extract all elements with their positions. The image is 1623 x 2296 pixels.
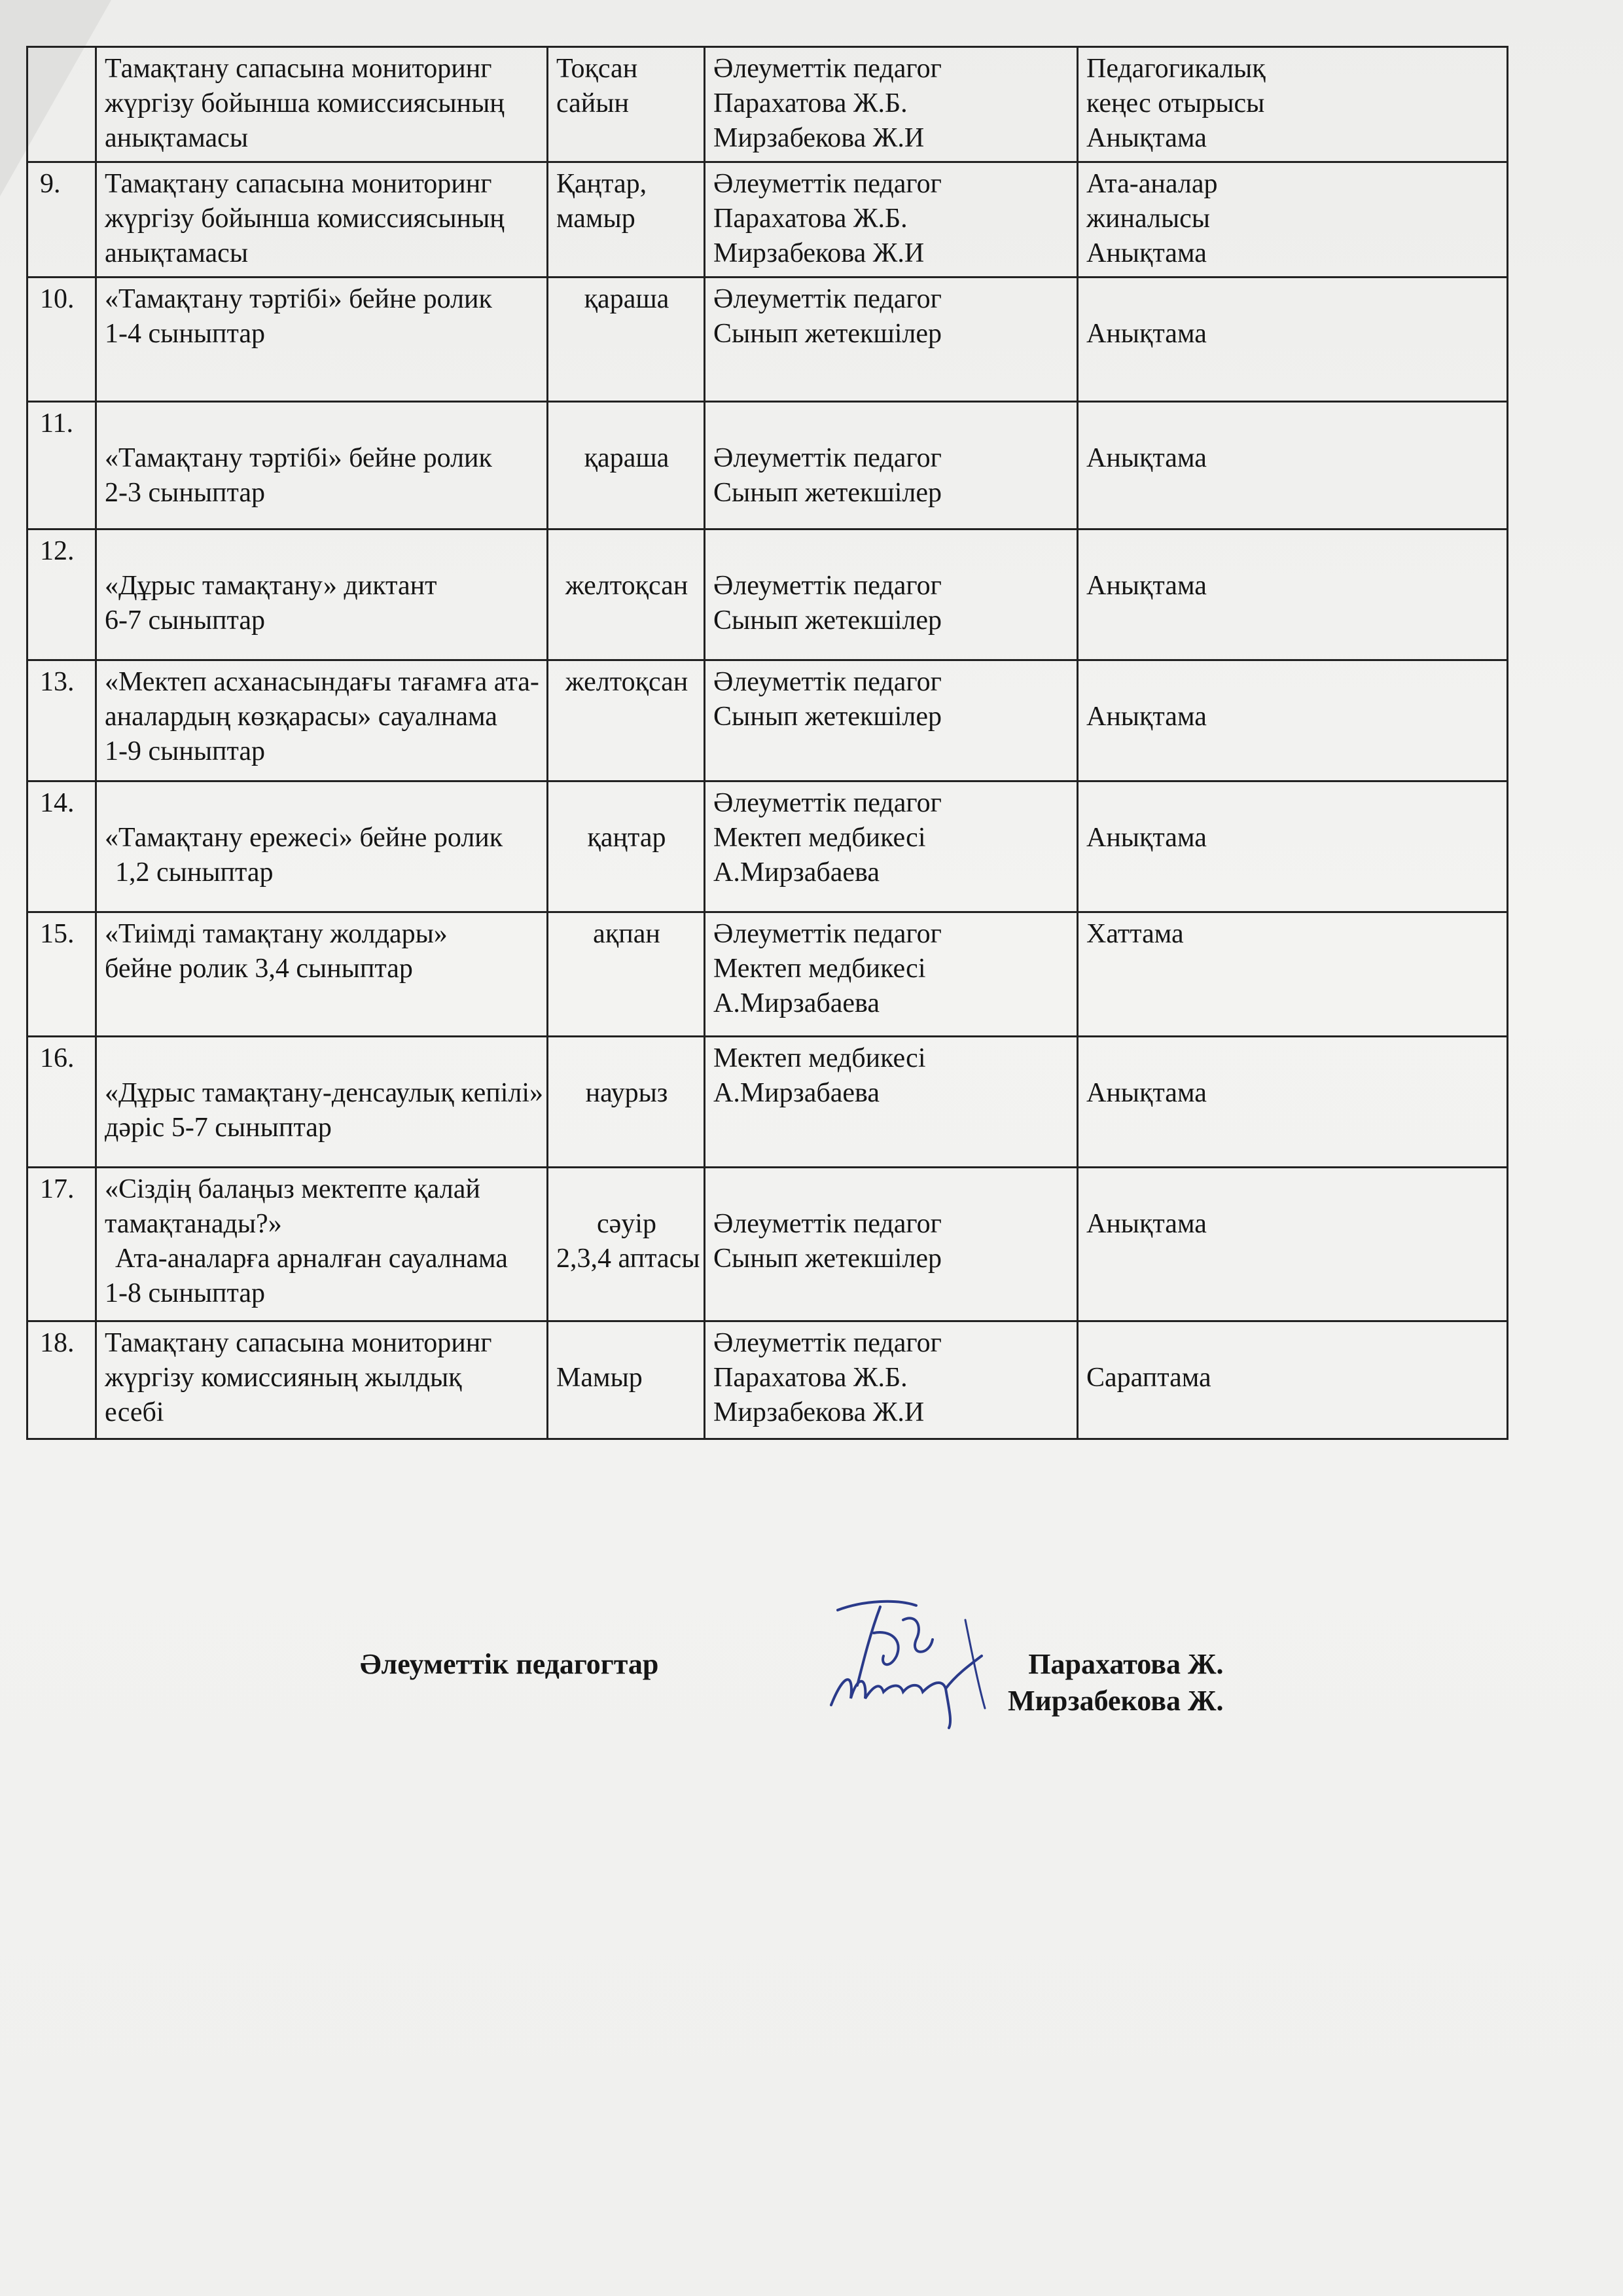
time-line: наурыз <box>585 1078 668 1108</box>
event-line: аналардың көзқарасы» сауалнама <box>105 702 497 732</box>
event-line: «Тамақтану ережесі» бейне ролик <box>105 823 503 853</box>
form-cell <box>1078 1321 1508 1439</box>
responsible-line: Әлеуметтік педагог <box>713 571 942 601</box>
form-cell <box>1078 402 1508 529</box>
event-cell <box>96 529 548 660</box>
time-line: желтоқсан <box>565 667 688 697</box>
responsible-cell <box>705 660 1078 781</box>
event-line: есебі <box>105 1397 164 1427</box>
event-line: «Мектеп асханасындағы тағамға ата- <box>105 667 539 697</box>
responsible-line: Сынып жетекшілер <box>713 1244 942 1274</box>
table-row <box>27 278 1508 402</box>
signature-name: Мирзабекова Ж. <box>1008 1685 1224 1717</box>
form-line: Анықтама <box>1086 443 1207 473</box>
responsible-line: Мектеп медбикесі <box>713 823 926 853</box>
time-cell <box>548 47 705 162</box>
form-line: Анықтама <box>1086 319 1207 349</box>
form-line: Анықтама <box>1086 1078 1207 1108</box>
event-cell <box>96 912 548 1037</box>
form-cell <box>1078 660 1508 781</box>
row-number: 14. <box>27 781 96 912</box>
row-number: 17. <box>27 1168 96 1321</box>
time-line: желтоқсан <box>565 571 688 601</box>
responsible-line: Әлеуметтік педагог <box>713 443 942 473</box>
responsible-cell <box>705 529 1078 660</box>
table-row <box>27 1037 1508 1168</box>
responsible-cell <box>705 1168 1078 1321</box>
responsible-line: Әлеуметтік педагог <box>713 1328 942 1358</box>
row-number: 11. <box>27 402 96 529</box>
event-line: бейне ролик 3,4 сыныптар <box>105 954 413 984</box>
form-cell <box>1078 912 1508 1037</box>
responsible-line: Сынып жетекшілер <box>713 319 942 349</box>
event-line: Тамақтану сапасына мониторинг <box>105 1328 492 1358</box>
responsible-cell <box>705 162 1078 278</box>
time-cell <box>548 402 705 529</box>
responsible-line: Парахатова Ж.Б. <box>713 88 908 118</box>
responsible-cell <box>705 912 1078 1037</box>
time-line: ақпан <box>593 919 660 949</box>
table-row <box>27 1321 1508 1439</box>
form-line: Сараптама <box>1086 1363 1211 1393</box>
responsible-line: Мирзабекова Ж.И <box>713 1397 925 1427</box>
time-cell <box>548 162 705 278</box>
row-number: 15. <box>27 912 96 1037</box>
event-line: «Сіздің балаңыз мектепте қалай <box>105 1174 480 1204</box>
time-cell <box>548 781 705 912</box>
responsible-line: Әлеуметтік педагог <box>713 667 942 697</box>
row-number: 10. <box>27 278 96 402</box>
signature-block <box>0 1646 1623 1777</box>
form-line: Анықтама <box>1086 702 1207 732</box>
responsible-line: А.Мирзабаева <box>713 988 880 1018</box>
event-cell <box>96 781 548 912</box>
event-line: Ата-аналарға арналған сауалнама <box>115 1244 508 1274</box>
table-row <box>27 529 1508 660</box>
responsible-line: Мектеп медбикесі <box>713 954 926 984</box>
responsible-line: Сынып жетекшілер <box>713 702 942 732</box>
time-cell <box>548 1168 705 1321</box>
time-line: мамыр <box>556 204 635 234</box>
table-row <box>27 660 1508 781</box>
responsible-cell <box>705 278 1078 402</box>
time-line: сәуір <box>597 1209 656 1239</box>
event-line: тамақтанады?» <box>105 1209 282 1239</box>
event-line: Тамақтану сапасына мониторинг <box>105 54 492 84</box>
table-row <box>27 402 1508 529</box>
form-cell <box>1078 1037 1508 1168</box>
event-line: Тамақтану сапасына мониторинг <box>105 169 492 199</box>
table-row <box>27 1168 1508 1321</box>
event-line: 1-9 сыныптар <box>105 736 266 766</box>
event-line: жүргізу бойынша комиссиясының <box>105 88 505 118</box>
responsible-line: Мирзабекова Ж.И <box>713 123 925 153</box>
form-line: Анықтама <box>1086 238 1207 268</box>
responsible-line: Әлеуметтік педагог <box>713 919 942 949</box>
time-cell <box>548 1037 705 1168</box>
responsible-line: Әлеуметтік педагог <box>713 169 942 199</box>
time-cell <box>548 912 705 1037</box>
responsible-line: Парахатова Ж.Б. <box>713 1363 908 1393</box>
event-line: «Дұрыс тамақтану» диктант <box>105 571 437 601</box>
form-line: Анықтама <box>1086 571 1207 601</box>
event-cell <box>96 162 548 278</box>
table-row <box>27 912 1508 1037</box>
time-line: 2,3,4 аптасы <box>556 1244 700 1274</box>
responsible-line: Әлеуметтік педагог <box>713 788 942 818</box>
table-row <box>27 162 1508 278</box>
event-line: 2-3 сыныптар <box>105 478 266 508</box>
event-line: жүргізу бойынша комиссиясының <box>105 204 505 234</box>
form-cell <box>1078 278 1508 402</box>
form-cell <box>1078 162 1508 278</box>
form-line: Анықтама <box>1086 1209 1207 1239</box>
handwritten-signature <box>818 1594 1014 1731</box>
responsible-cell <box>705 1321 1078 1439</box>
form-cell <box>1078 47 1508 162</box>
event-line: 6-7 сыныптар <box>105 605 266 636</box>
responsible-cell <box>705 1037 1078 1168</box>
responsible-cell <box>705 402 1078 529</box>
row-number: 12. <box>27 529 96 660</box>
event-line: жүргізу комиссияның жылдық <box>105 1363 462 1393</box>
event-cell <box>96 47 548 162</box>
responsible-line: Мирзабекова Ж.И <box>713 238 925 268</box>
form-cell <box>1078 1168 1508 1321</box>
form-line: жиналысы <box>1086 204 1211 234</box>
event-line: анықтамасы <box>105 123 249 153</box>
responsible-cell <box>705 781 1078 912</box>
table-row <box>27 47 1508 162</box>
row-number: 9. <box>27 162 96 278</box>
responsible-line: А.Мирзабаева <box>713 1078 880 1108</box>
responsible-line: Сынып жетекшілер <box>713 478 942 508</box>
event-cell <box>96 1037 548 1168</box>
event-cell <box>96 660 548 781</box>
event-cell <box>96 278 548 402</box>
form-cell <box>1078 781 1508 912</box>
event-line: дәріс 5-7 сыныптар <box>105 1113 332 1143</box>
form-line: Хаттама <box>1086 919 1184 949</box>
form-line: Анықтама <box>1086 823 1207 853</box>
form-line: Ата-аналар <box>1086 169 1218 199</box>
event-line: анықтамасы <box>105 238 249 268</box>
row-number: 16. <box>27 1037 96 1168</box>
responsible-line: Мектеп медбикесі <box>713 1043 926 1073</box>
responsible-cell <box>705 47 1078 162</box>
time-line: Қаңтар, <box>556 169 647 199</box>
form-line: Анықтама <box>1086 123 1207 153</box>
time-line: сайын <box>556 88 629 118</box>
row-number <box>27 47 96 162</box>
signature-name: Парахатова Ж. <box>1028 1648 1224 1680</box>
event-line: «Тиімді тамақтану жолдары» <box>105 919 448 949</box>
time-line: Мамыр <box>556 1363 643 1393</box>
responsible-line: Парахатова Ж.Б. <box>713 204 908 234</box>
signature-names <box>1008 1646 1223 1719</box>
time-line: Тоқсан <box>556 54 638 84</box>
time-line: қаңтар <box>587 823 666 853</box>
event-cell <box>96 402 548 529</box>
form-cell <box>1078 529 1508 660</box>
plan-table <box>26 46 1508 1440</box>
responsible-line: Әлеуметтік педагог <box>713 284 942 314</box>
signature-label: Әлеуметтік педагогтар <box>360 1648 659 1680</box>
event-line: «Тамақтану тәртібі» бейне ролик <box>105 443 492 473</box>
table-row <box>27 781 1508 912</box>
event-line: «Тамақтану тәртібі» бейне ролик <box>105 284 492 314</box>
form-line: Педагогикалық <box>1086 54 1266 84</box>
time-cell <box>548 1321 705 1439</box>
responsible-line: Әлеуметтік педагог <box>713 1209 942 1239</box>
form-line: кеңес отырысы <box>1086 88 1265 118</box>
responsible-line: А.Мирзабаева <box>713 857 880 888</box>
event-line: 1-8 сыныптар <box>105 1278 266 1308</box>
time-line: қараша <box>584 443 669 473</box>
event-line: 1,2 сыныптар <box>115 857 274 888</box>
row-number: 13. <box>27 660 96 781</box>
event-cell <box>96 1321 548 1439</box>
row-number: 18. <box>27 1321 96 1439</box>
time-cell <box>548 660 705 781</box>
time-line: қараша <box>584 284 669 314</box>
responsible-line: Сынып жетекшілер <box>713 605 942 636</box>
event-line: 1-4 сыныптар <box>105 319 266 349</box>
responsible-line: Әлеуметтік педагог <box>713 54 942 84</box>
time-cell <box>548 529 705 660</box>
event-line: «Дұрыс тамақтану-денсаулық кепілі» <box>105 1078 543 1108</box>
time-cell <box>548 278 705 402</box>
event-cell <box>96 1168 548 1321</box>
